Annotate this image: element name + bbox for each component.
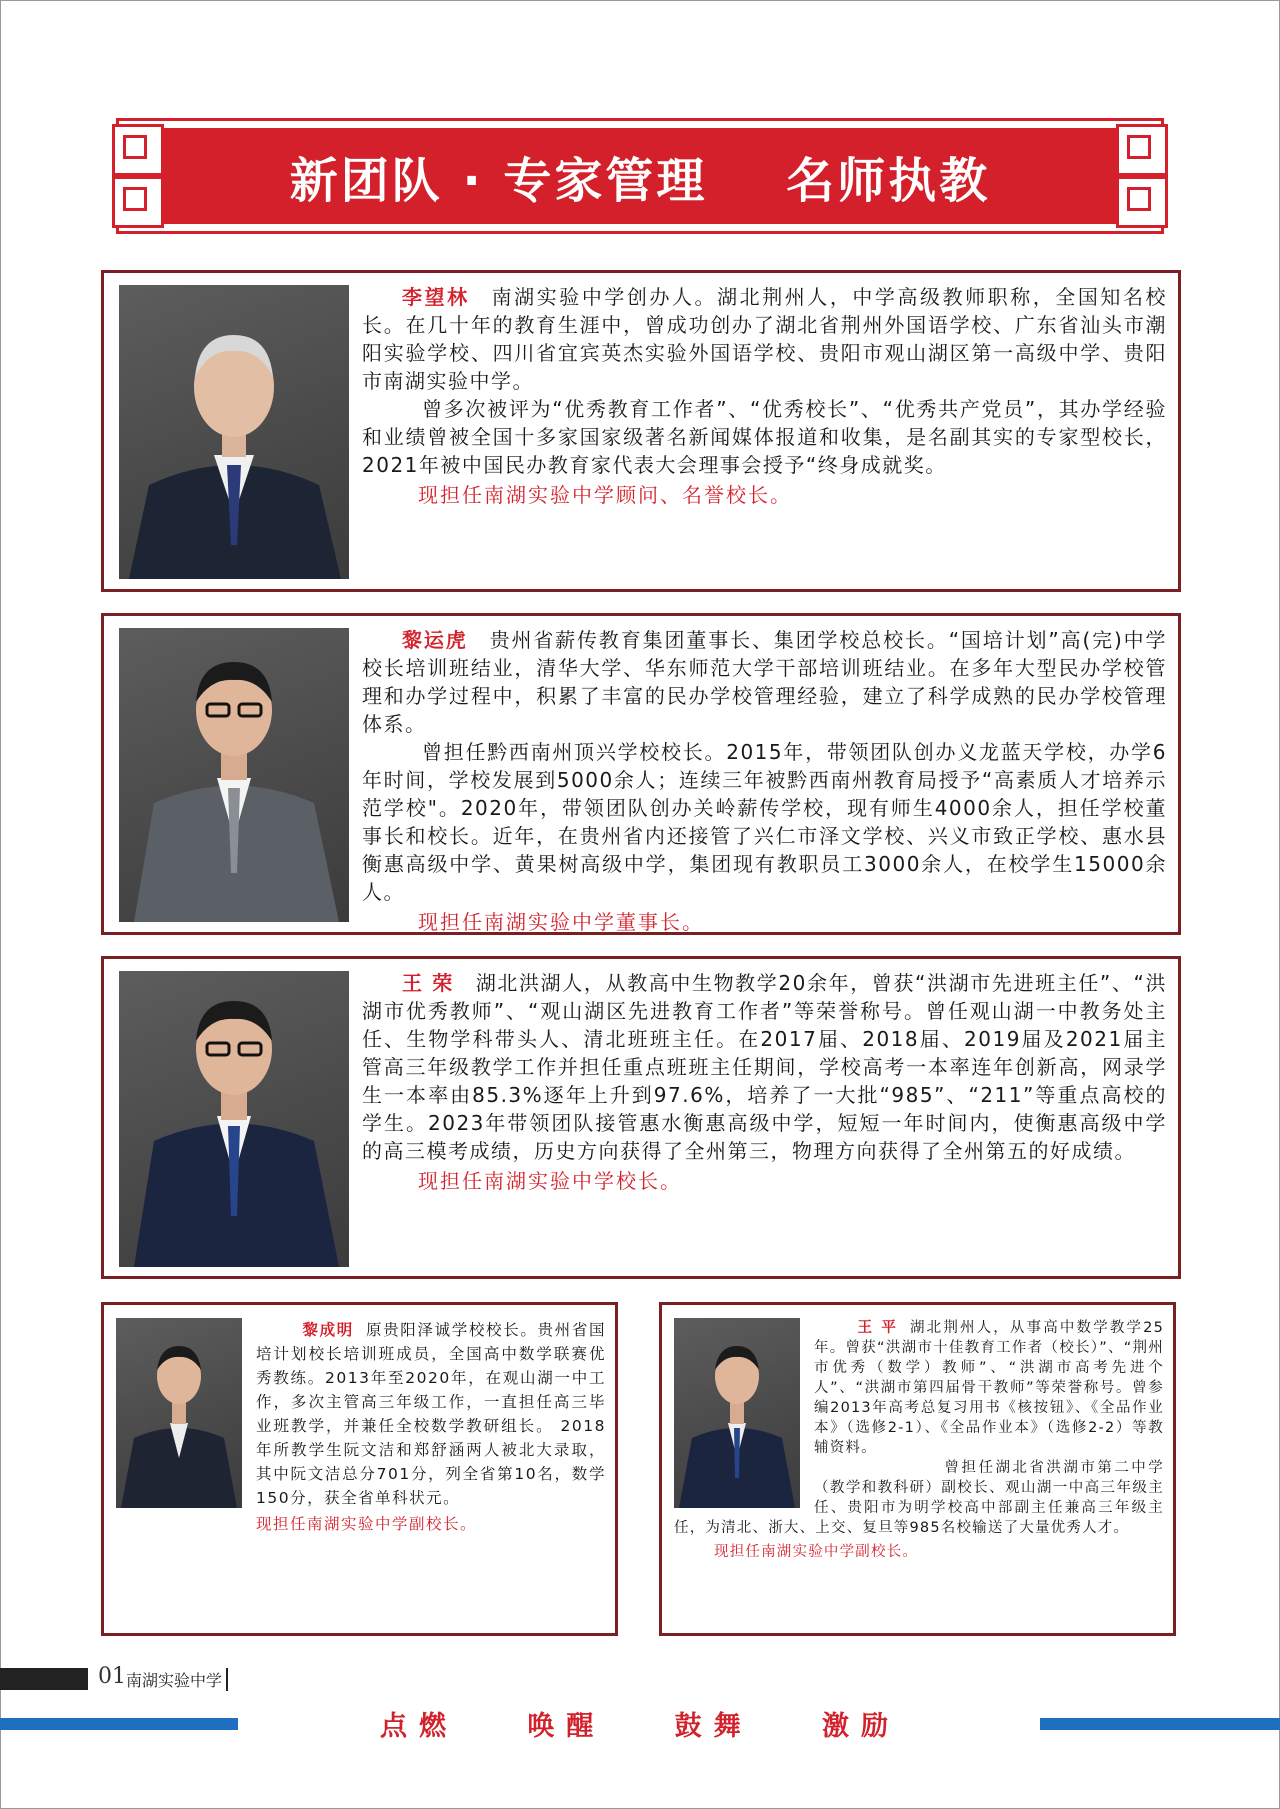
title-banner (116, 118, 1164, 234)
profile-bio: 南湖实验中学创办人。湖北荆州人，中学高级教师职称，全国知名校长。在几十年的教育生涯中，曾成功创办了湖北省荆州外国语学校、广东省汕头市潮阳实验学校、四川省宜宾英杰实验外国语学校、贵阳市观山湖区第一高级中学、贵阳市南湖实验中学。 (362, 285, 1167, 393)
profile-paragraph: 曾多次被评为“优秀教育工作者”、“优秀校长”、“优秀共产党员”，其办学经验和业绩曾被全国十多家国家级著名新闻媒体报道和收集，是名副其实的专家型校长，2021年被中国民办教育家代表大会理事会授予“终身成就奖。 (362, 397, 1167, 477)
photo-spacer (116, 1318, 256, 1520)
profile-name: 黎成明 (302, 1321, 354, 1339)
profile-text (116, 1318, 606, 1536)
slogan-word: 激励 (821, 1711, 900, 1742)
profile-current-role: 现担任南湖实验中学董事长。 (418, 910, 704, 934)
slogan-word: 唤醒 (527, 1711, 606, 1742)
profile-paragraph (362, 283, 1167, 395)
portrait-illustration (119, 628, 349, 922)
portrait-photo (119, 628, 349, 922)
profile-card-li-wanglin (101, 270, 1181, 592)
page-title: 新团队 · 专家管理 名师执教 (289, 152, 991, 209)
footer-slogan (380, 1704, 900, 1743)
profile-current-role: 现担任南湖实验中学副校长。 (256, 1515, 478, 1533)
profile-current-role: 现担任南湖实验中学副校长。 (714, 1544, 919, 1560)
slogan-word: 点燃 (380, 1711, 458, 1742)
portrait-illustration (119, 285, 349, 579)
profile-paragraph (362, 969, 1167, 1165)
profile-card-li-yunhu (101, 613, 1181, 935)
profile-bio: 湖北洪湖人，从教高中生物教学20余年，曾获“洪湖市先进班主任”、“洪湖市优秀教师”、“观山湖区先进教育工作者”等荣誉称号。曾任观山湖一中教务处主任、生物学科带头人、清北班班主任。在2017届、2018届、2019届及2021届主管高三年级教学工作并担任重点班班主任期间，学校高考一本率连年创新高，网录学生一本率由85.3%逐年上升到97.6%，培养了一大批“985”、“211”等重点高校的学生。2023年带领团队接管惠水衡惠高级中学，短短一年时间内，使衡惠高级中学的高三模考成绩，历史方向获得了全州第三，物理方向获得了全州第五的好成绩。 (362, 971, 1167, 1163)
footer-blue-bar-right (1040, 1718, 1280, 1730)
profile-name: 王 平 (857, 1320, 899, 1336)
profile-bio: 原贵阳泽诚学校校长。贵州省国培计划校长培训班成员，全国高中数学联赛优秀教练。2013年至2020年，在观山湖一中工作，多次主管高三年级工作，一直担任高三毕业班教学，并兼任全校数学教研组长。 2018年所教学生阮文洁和郑舒涵两人被北大录取，其中阮文洁总分701分，列全省第10名，数学150分，获全省单科状元。 (256, 1321, 606, 1507)
profile-paragraph: 曾担任黔西南州顶兴学校校长。2015年，带领团队创办义龙蓝天学校，办学6年时间，学校发展到5000余人；连续三年被黔西南州教育局授予“高素质人才培养示范学校"。2020年，带领团队创办关岭薪传学校，现有师生4000余人，担任学校董事长和校长。近年，在贵州省内还接管了兴仁市泽文学校、兴义市致正学校、惠水县衡惠高级中学、黄果树高级中学，集团现有教职员工3000余人，在校学生15000余人。 (362, 740, 1167, 904)
profile-current-role: 现担任南湖实验中学校长。 (418, 1169, 682, 1193)
portrait-illustration (119, 971, 349, 1267)
page-number: 01 (98, 1664, 126, 1689)
footer-dark-bar (0, 1668, 88, 1690)
profile-name: 李望林 (402, 285, 470, 309)
portrait-photo (119, 285, 349, 579)
profile-text (674, 1318, 1164, 1562)
profile-paragraph (362, 626, 1167, 738)
footer-blue-bar-left (0, 1718, 238, 1730)
profile-current-role: 现担任南湖实验中学顾问、名誉校长。 (418, 483, 792, 507)
profile-card-li-chengming (101, 1302, 618, 1636)
portrait-photo (119, 971, 349, 1267)
profile-text (362, 969, 1167, 1195)
slogan-word: 鼓舞 (674, 1711, 753, 1742)
profile-name: 王 荣 (402, 971, 454, 995)
photo-spacer (674, 1318, 814, 1508)
profile-name: 黎运虎 (402, 628, 468, 652)
profile-card-wang-ping (659, 1302, 1176, 1636)
profile-bio: 贵州省薪传教育集团董事长、集团学校总校长。“国培计划”高(完)中学校长培训班结业，清华大学、华东师范大学干部培训班结业。在多年大型民办学校管理和办学过程中，积累了丰富的民办学校管理经验，建立了科学成熟的民办学校管理体系。 (362, 628, 1168, 736)
profile-bio: 湖北荆州人，从事高中数学教学25年。曾获“洪湖市十佳教育工作者（校长）”、“荆州市优秀（数学）教师”、“洪湖市高考先进个人”、“洪湖市第四届骨干教师”等荣誉称号。曾参编2013年高考总复习用书《核按钮》、《全品作业本》（选修2-1）、《全品作业本》（选修2-2）等教辅资料。 (814, 1320, 1164, 1456)
profile-paragraph: 曾担任湖北省洪湖市第二中学（教学和教科研）副校长、观山湖一中高三年级主任、贵阳市为明学校高中部副主任兼高三年级主任，为清北、浙大、上交、复旦等985名校输送了大量优秀人才。 (674, 1460, 1164, 1536)
profile-text (362, 283, 1167, 509)
profile-card-wang-rong (101, 956, 1181, 1279)
profile-text (362, 626, 1167, 936)
footer-school-name: 南湖实验中学 (126, 1668, 228, 1691)
